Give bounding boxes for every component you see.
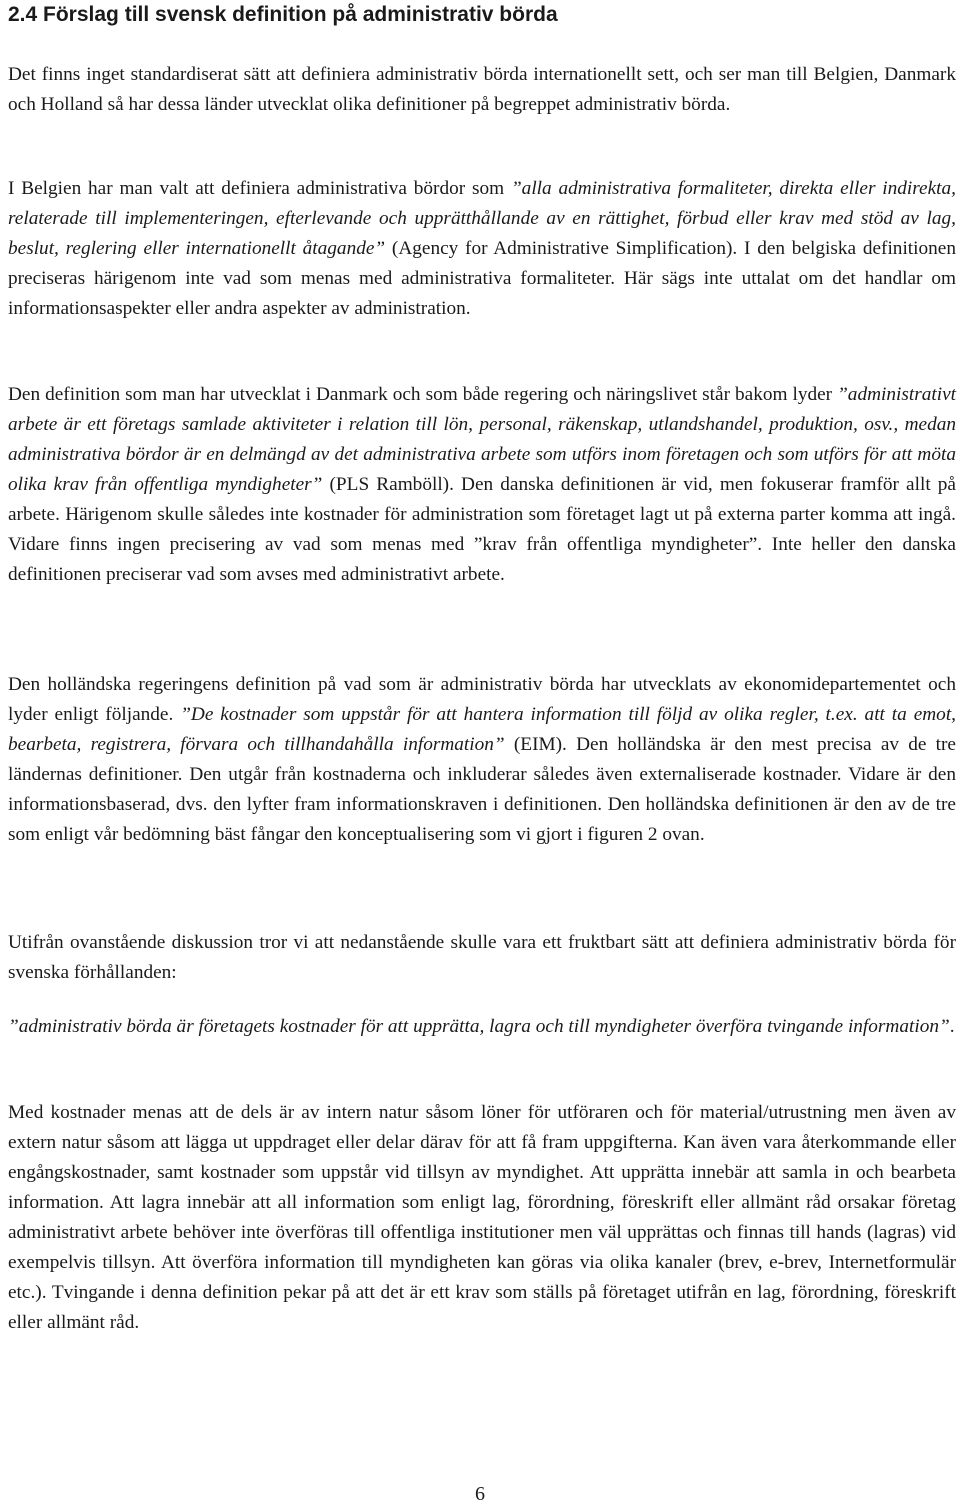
text-segment: (PLS Ramböll). Den danska definitionen är vid, men fokuserar framför allt på arbete. Härigenom skulle således inte kostnader för administration som företaget lagt ut på externa parter komma att ingå. Vidare finns ingen precisering av vad som menas med ”krav från offentliga myndigheter”. Inte heller den danska definitionen preciserar vad som avses med administrativt arbete. — [8, 474, 956, 585]
quote-segment: ”administrativt arbete är ett företags samlade aktiviteter i relation till lön, personal, räkenskap, utlandshandel, produktion, osv., medan administrativa bördor är en delmängd av det administrativa arbete som utförs inom företagen och som utförs för att möta olika krav från offentliga myndigheter” — [8, 384, 956, 495]
text-segment: (EIM). Den holländska är den mest precisa av de tre ländernas definitioner. Den utgår från kostnaderna och inkluderar således även externaliserade kostnader. Vidare är den informationsbaserad, dvs. den lyfter fram informationskraven i definitionen. Den holländska definitionen är den av de tre som enligt vår bedömning bäst fångar den konceptualisering som vi gjort i figuren 2 ovan. — [8, 734, 956, 845]
definition-quote: ”administrativ börda är företagets kostnader för att upprätta, lagra och till myndigheter överföra tvingande information” — [8, 1016, 950, 1037]
text-segment: Med kostnader menas att de dels är av intern natur såsom löner för utföraren och för material/utrustning men även av extern natur såsom att lägga ut uppdraget eller delar därav för att få fram uppgifterna. Kan även vara återkommande eller engångskostnader, samt kostnader som uppstår vid tillsyn av myndighet. Att upprätta innebär att samla in och bearbeta information. Att lagra innebär att all information som enligt lag, förordning, föreskrift eller allmänt råd orsakar företag administrativt arbete behöver inte överföras till offentliga institutioner men väl upprättas och finnas till hands (lagras) vid exempelvis tillsyn. Att överföra information till myndigheten kan göras via olika kanaler (brev, e-brev, Internetformulär etc.). Tvingande i denna definition pekar på att det är ett krav som ställs på företaget utifrån en lag, förordning, föreskrift eller allmänt råd. — [8, 1102, 956, 1333]
paragraph-proposed-definition — [8, 1012, 956, 1042]
text-segment: Utifrån ovanstående diskussion tror vi att nedanstående skulle vara ett fruktbart sätt att definiera administrativ börda för svenska förhållanden: — [8, 932, 956, 983]
paragraph-belgium — [8, 174, 956, 324]
text-segment: Den definition som man har utvecklat i Danmark och som både regering och näringslivet står bakom lyder — [8, 384, 838, 405]
paragraph-denmark — [8, 380, 956, 590]
section-heading: 2.4 Förslag till svensk definition på administrativ börda — [8, 3, 558, 26]
quote-segment: ”alla administrativa formaliteter, direkta eller indirekta, relaterade till implementeringen, efterlevande och upprätthållande av en rättighet, förbud eller krav med stöd av lag, beslut, reglering eller internationellt åtagande” — [8, 178, 956, 259]
text-segment: I Belgien har man valt att definiera administrativa bördor som — [8, 178, 511, 199]
text-segment: (Agency for Administrative Simplification). I den belgiska definitionen preciseras härigenom inte vad som menas med administrativa formaliteter. Här sägs inte uttalat om det handlar om informationsaspekter eller andra aspekter av administration. — [8, 238, 957, 319]
text-segment: Den holländska regeringens definition på vad som är administrativ börda har utvecklats av ekonomidepartementet och lyder enligt följande. — [8, 674, 956, 725]
text-segment: . — [949, 1016, 955, 1037]
quote-segment: ”De kostnader som uppstår för att hantera information till följd av olika regler, t.ex. att ta emot, bearbeta, registrera, förvara och tillhandahålla information” — [8, 704, 956, 755]
paragraph-proposal-intro — [8, 928, 956, 988]
text-segment: Det finns inget standardiserat sätt att definiera administrativ börda internationellt sett, och ser man till Belgien, Danmark och Holland så har dessa länder utvecklat olika definitioner på begreppet administrativ börda. — [8, 64, 956, 115]
paragraph-explanation — [8, 1098, 956, 1338]
page-number: 6 — [475, 1483, 485, 1505]
paragraph-intro — [8, 60, 956, 120]
paragraph-netherlands — [8, 670, 956, 850]
